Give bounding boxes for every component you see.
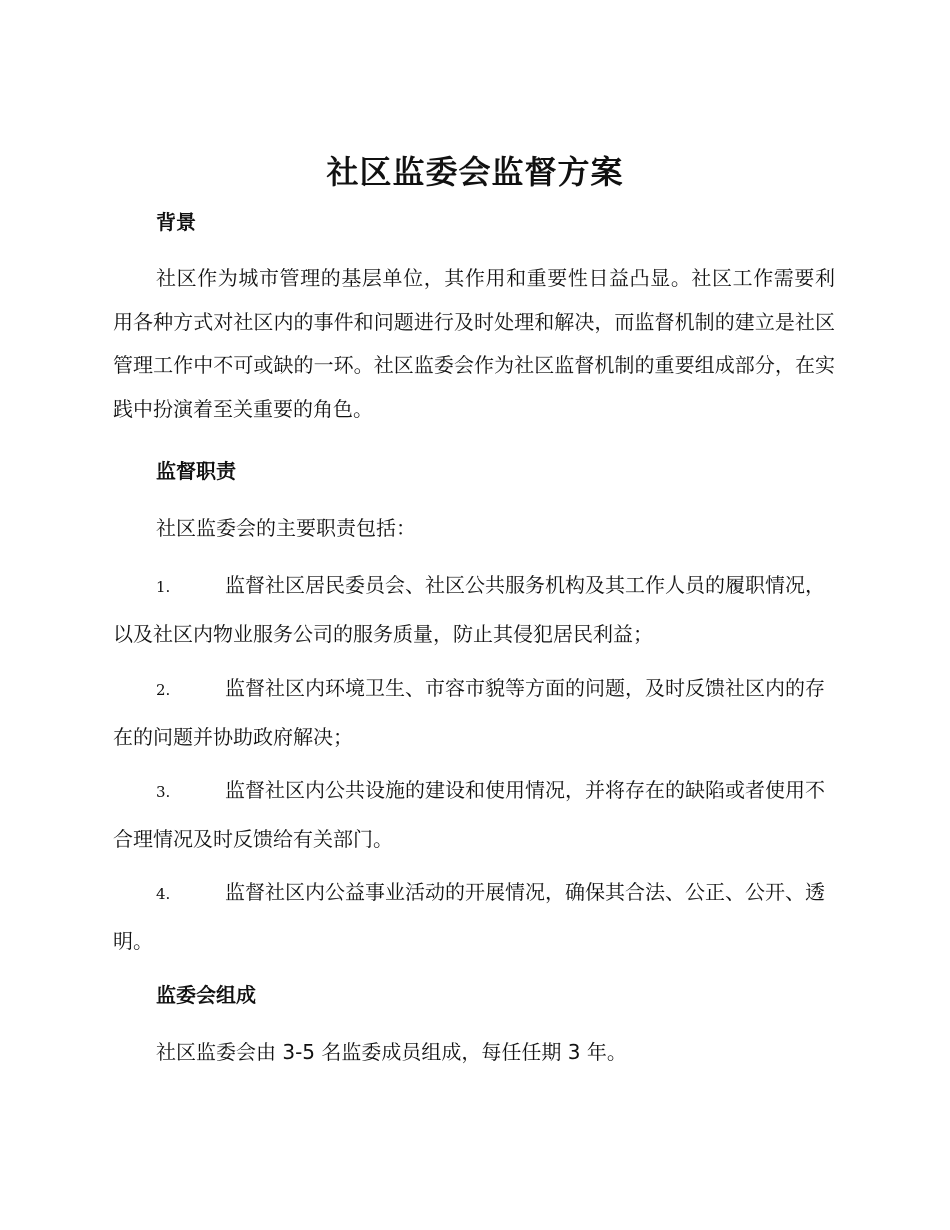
list-item-text: 监督社区内公共设施的建设和使用情况，并将存在的缺陷或者使用不合理情况及时反馈给有关部门。 <box>113 778 825 851</box>
list-item-number: 1. <box>156 578 171 596</box>
list-item-number: 3. <box>156 783 171 801</box>
list-item-text: 监督社区内环境卫生、市容市貌等方面的问题，及时反馈社区内的存在的问题并协助政府解决； <box>113 676 825 749</box>
duties-intro: 社区监委会的主要职责包括： <box>156 516 416 540</box>
list-item-text: 监督社区内公益事业活动的开展情况，确保其合法、公正、公开、透明。 <box>113 880 825 953</box>
section-heading-duties: 监督职责 <box>156 459 236 483</box>
duty-list-item <box>113 665 835 761</box>
duty-list-item <box>113 767 835 863</box>
list-item-number: 2. <box>156 681 171 699</box>
duty-list-item <box>113 869 835 965</box>
background-paragraph: 社区作为城市管理的基层单位，其作用和重要性日益凸显。社区工作需要利用各种方式对社区内的事件和问题进行及时处理和解决，而监督机制的建立是社区管理工作中不可或缺的一环。社区监委会作为社区监督机制的重要组成部分，在实践中扮演着至关重要的角色。 <box>113 266 835 421</box>
list-item-text: 监督社区居民委员会、社区公共服务机构及其工作人员的履职情况，以及社区内物业服务公司的服务质量，防止其侵犯居民利益； <box>113 573 825 646</box>
list-item-number: 4. <box>156 885 171 903</box>
document-title: 社区监委会监督方案 <box>326 153 624 191</box>
section-heading-composition: 监委会组成 <box>156 983 256 1007</box>
composition-paragraph: 社区监委会由 3-5 名监委成员组成，每任任期 3 年。 <box>156 1040 627 1064</box>
duty-list-item <box>113 562 835 658</box>
section-heading-background: 背景 <box>156 210 196 234</box>
